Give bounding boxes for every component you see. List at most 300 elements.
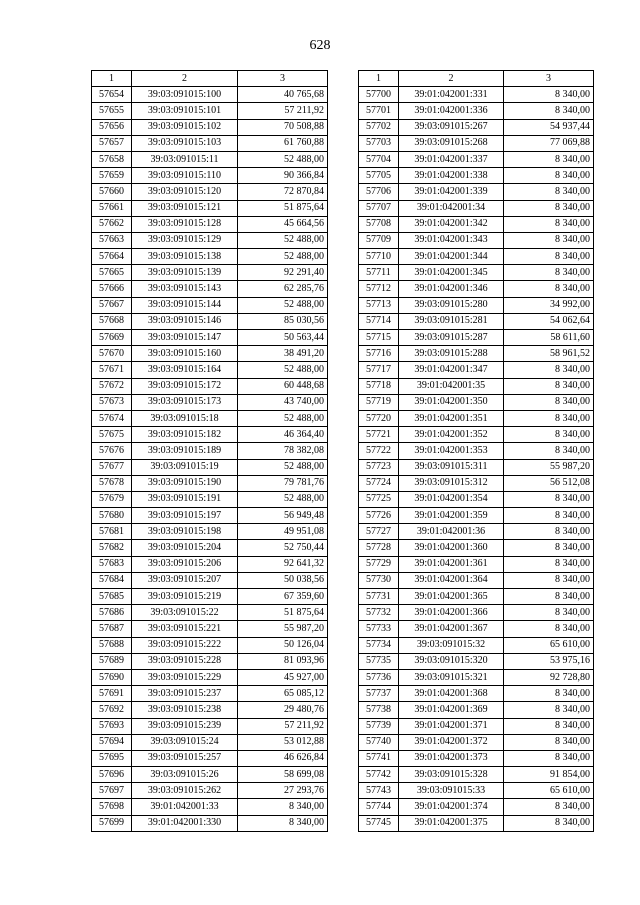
- row-number-cell: 57738: [359, 702, 399, 718]
- value-cell: 46 364,40: [238, 427, 328, 443]
- cadastral-number-cell: 39:03:091015:191: [132, 491, 238, 507]
- value-cell: 70 508,88: [238, 119, 328, 135]
- row-number-cell: 57659: [92, 168, 132, 184]
- row-number-cell: 57729: [359, 556, 399, 572]
- table-row: [92, 427, 328, 443]
- value-cell: 8 340,00: [504, 702, 594, 718]
- row-number-cell: 57661: [92, 200, 132, 216]
- cadastral-number-cell: 39:01:042001:369: [399, 702, 504, 718]
- value-cell: 8 340,00: [504, 686, 594, 702]
- row-number-cell: 57680: [92, 508, 132, 524]
- cadastral-number-cell: 39:03:091015:146: [132, 313, 238, 329]
- row-number-cell: 57674: [92, 410, 132, 426]
- row-number-cell: 57733: [359, 621, 399, 637]
- value-cell: 8 340,00: [504, 589, 594, 605]
- column-header-number: 1: [92, 71, 132, 87]
- table-row: [359, 200, 594, 216]
- value-cell: 61 760,88: [238, 135, 328, 151]
- value-cell: 45 664,56: [238, 216, 328, 232]
- column-header-cadastral: 2: [399, 71, 504, 87]
- value-cell: 8 340,00: [504, 815, 594, 831]
- table-row: [359, 556, 594, 572]
- row-number-cell: 57744: [359, 799, 399, 815]
- table-row: [359, 653, 594, 669]
- table-row: [92, 410, 328, 426]
- table-row: [92, 135, 328, 151]
- value-cell: 8 340,00: [504, 103, 594, 119]
- table-row: [92, 718, 328, 734]
- cadastral-number-cell: 39:03:091015:280: [399, 297, 504, 313]
- row-number-cell: 57703: [359, 135, 399, 151]
- value-cell: 8 340,00: [504, 508, 594, 524]
- table-row: [359, 281, 594, 297]
- table-row: [92, 297, 328, 313]
- table-row: [92, 249, 328, 265]
- value-cell: 57 211,92: [238, 718, 328, 734]
- value-cell: 34 992,00: [504, 297, 594, 313]
- row-number-cell: 57735: [359, 653, 399, 669]
- table-row: [92, 572, 328, 588]
- row-number-cell: 57655: [92, 103, 132, 119]
- table-row: [92, 556, 328, 572]
- value-cell: 8 340,00: [504, 232, 594, 248]
- table-row: [359, 540, 594, 556]
- cadastral-number-cell: 39:03:091015:129: [132, 232, 238, 248]
- cadastral-number-cell: 39:03:091015:197: [132, 508, 238, 524]
- cadastral-number-cell: 39:03:091015:207: [132, 572, 238, 588]
- value-cell: 40 765,68: [238, 87, 328, 103]
- row-number-cell: 57689: [92, 653, 132, 669]
- table-row: [359, 799, 594, 815]
- cadastral-number-cell: 39:01:042001:33: [132, 799, 238, 815]
- table-row: [359, 572, 594, 588]
- value-cell: 92 728,80: [504, 669, 594, 685]
- row-number-cell: 57684: [92, 572, 132, 588]
- value-cell: 67 359,60: [238, 589, 328, 605]
- table-row: [359, 475, 594, 491]
- table-row: [359, 168, 594, 184]
- value-cell: 8 340,00: [504, 362, 594, 378]
- cadastral-number-cell: 39:01:042001:342: [399, 216, 504, 232]
- row-number-cell: 57711: [359, 265, 399, 281]
- table-row: [359, 589, 594, 605]
- row-number-cell: 57726: [359, 508, 399, 524]
- cadastral-number-cell: 39:03:091015:311: [399, 459, 504, 475]
- table-row: [92, 508, 328, 524]
- row-number-cell: 57681: [92, 524, 132, 540]
- cadastral-number-cell: 39:03:091015:121: [132, 200, 238, 216]
- value-cell: 81 093,96: [238, 653, 328, 669]
- value-cell: 50 038,56: [238, 572, 328, 588]
- row-number-cell: 57670: [92, 346, 132, 362]
- value-cell: 79 781,76: [238, 475, 328, 491]
- table-row: [359, 87, 594, 103]
- cadastral-number-cell: 39:01:042001:372: [399, 734, 504, 750]
- table-row: [359, 410, 594, 426]
- table-row: [92, 475, 328, 491]
- row-number-cell: 57686: [92, 605, 132, 621]
- value-cell: 8 340,00: [504, 524, 594, 540]
- value-cell: 55 987,20: [504, 459, 594, 475]
- row-number-cell: 57705: [359, 168, 399, 184]
- cadastral-number-cell: 39:03:091015:321: [399, 669, 504, 685]
- cadastral-number-cell: 39:03:091015:102: [132, 119, 238, 135]
- table-row: [92, 734, 328, 750]
- value-cell: 56 512,08: [504, 475, 594, 491]
- table-row: [359, 297, 594, 313]
- table-header-row: [92, 71, 328, 87]
- table-row: [359, 637, 594, 653]
- row-number-cell: 57702: [359, 119, 399, 135]
- cadastral-number-cell: 39:01:042001:359: [399, 508, 504, 524]
- cadastral-number-cell: 39:01:042001:353: [399, 443, 504, 459]
- register-table-right: [358, 70, 594, 832]
- row-number-cell: 57720: [359, 410, 399, 426]
- cadastral-number-cell: 39:03:091015:189: [132, 443, 238, 459]
- cadastral-number-cell: 39:03:091015:206: [132, 556, 238, 572]
- table-row: [359, 767, 594, 783]
- row-number-cell: 57742: [359, 767, 399, 783]
- row-number-cell: 57737: [359, 686, 399, 702]
- page-number: 628: [309, 38, 331, 53]
- value-cell: 58 611,60: [504, 330, 594, 346]
- value-cell: 8 340,00: [504, 540, 594, 556]
- table-row: [359, 524, 594, 540]
- row-number-cell: 57724: [359, 475, 399, 491]
- row-number-cell: 57719: [359, 394, 399, 410]
- value-cell: 8 340,00: [504, 87, 594, 103]
- value-cell: 51 875,64: [238, 605, 328, 621]
- cadastral-number-cell: 39:03:091015:173: [132, 394, 238, 410]
- row-number-cell: 57666: [92, 281, 132, 297]
- value-cell: 8 340,00: [504, 200, 594, 216]
- table-row: [359, 151, 594, 167]
- row-number-cell: 57673: [92, 394, 132, 410]
- value-cell: 8 340,00: [504, 605, 594, 621]
- table-row: [359, 783, 594, 799]
- cadastral-number-cell: 39:03:091015:320: [399, 653, 504, 669]
- table-row: [359, 750, 594, 766]
- value-cell: 50 563,44: [238, 330, 328, 346]
- row-number-cell: 57706: [359, 184, 399, 200]
- table-row: [359, 459, 594, 475]
- table-row: [359, 621, 594, 637]
- row-number-cell: 57694: [92, 734, 132, 750]
- cadastral-number-cell: 39:03:091015:139: [132, 265, 238, 281]
- cadastral-number-cell: 39:01:042001:343: [399, 232, 504, 248]
- value-cell: 92 291,40: [238, 265, 328, 281]
- cadastral-number-cell: 39:01:042001:331: [399, 87, 504, 103]
- cadastral-number-cell: 39:03:091015:238: [132, 702, 238, 718]
- table-row: [92, 459, 328, 475]
- cadastral-number-cell: 39:03:091015:281: [399, 313, 504, 329]
- row-number-cell: 57677: [92, 459, 132, 475]
- value-cell: 8 340,00: [504, 734, 594, 750]
- cadastral-number-cell: 39:01:042001:350: [399, 394, 504, 410]
- value-cell: 8 340,00: [504, 572, 594, 588]
- cadastral-number-cell: 39:03:091015:190: [132, 475, 238, 491]
- table-row: [359, 508, 594, 524]
- row-number-cell: 57731: [359, 589, 399, 605]
- cadastral-number-cell: 39:03:091015:120: [132, 184, 238, 200]
- row-number-cell: 57698: [92, 799, 132, 815]
- row-number-cell: 57696: [92, 767, 132, 783]
- row-number-cell: 57679: [92, 491, 132, 507]
- column-header-value: 3: [238, 71, 328, 87]
- cadastral-number-cell: 39:01:042001:366: [399, 605, 504, 621]
- cadastral-number-cell: 39:03:091015:237: [132, 686, 238, 702]
- column-header-value: 3: [504, 71, 594, 87]
- cadastral-number-cell: 39:01:042001:351: [399, 410, 504, 426]
- cadastral-number-cell: 39:03:091015:138: [132, 249, 238, 265]
- cadastral-number-cell: 39:03:091015:32: [399, 637, 504, 653]
- row-number-cell: 57699: [92, 815, 132, 831]
- row-number-cell: 57660: [92, 184, 132, 200]
- table-row: [92, 151, 328, 167]
- cadastral-number-cell: 39:03:091015:143: [132, 281, 238, 297]
- row-number-cell: 57709: [359, 232, 399, 248]
- row-number-cell: 57710: [359, 249, 399, 265]
- cadastral-number-cell: 39:03:091015:288: [399, 346, 504, 362]
- table-row: [92, 394, 328, 410]
- cadastral-number-cell: 39:01:042001:344: [399, 249, 504, 265]
- cadastral-number-cell: 39:03:091015:22: [132, 605, 238, 621]
- table-row: [92, 184, 328, 200]
- value-cell: 50 126,04: [238, 637, 328, 653]
- row-number-cell: 57725: [359, 491, 399, 507]
- table-row: [359, 605, 594, 621]
- row-number-cell: 57701: [359, 103, 399, 119]
- table-row: [92, 815, 328, 831]
- value-cell: 52 488,00: [238, 232, 328, 248]
- value-cell: 65 610,00: [504, 783, 594, 799]
- value-cell: 52 750,44: [238, 540, 328, 556]
- table-row: [359, 313, 594, 329]
- table-row: [92, 232, 328, 248]
- value-cell: 8 340,00: [504, 750, 594, 766]
- value-cell: 78 382,08: [238, 443, 328, 459]
- table-row: [92, 750, 328, 766]
- cadastral-number-cell: 39:03:091015:128: [132, 216, 238, 232]
- cadastral-number-cell: 39:03:091015:287: [399, 330, 504, 346]
- row-number-cell: 57672: [92, 378, 132, 394]
- row-number-cell: 57715: [359, 330, 399, 346]
- cadastral-number-cell: 39:01:042001:336: [399, 103, 504, 119]
- cadastral-number-cell: 39:01:042001:330: [132, 815, 238, 831]
- cadastral-number-cell: 39:01:042001:347: [399, 362, 504, 378]
- table-row: [359, 815, 594, 831]
- value-cell: 29 480,76: [238, 702, 328, 718]
- row-number-cell: 57657: [92, 135, 132, 151]
- row-number-cell: 57675: [92, 427, 132, 443]
- row-number-cell: 57700: [359, 87, 399, 103]
- value-cell: 52 488,00: [238, 151, 328, 167]
- value-cell: 58 699,08: [238, 767, 328, 783]
- cadastral-number-cell: 39:01:042001:339: [399, 184, 504, 200]
- table-row: [92, 653, 328, 669]
- value-cell: 8 340,00: [238, 815, 328, 831]
- value-cell: 8 340,00: [504, 394, 594, 410]
- value-cell: 8 340,00: [504, 718, 594, 734]
- row-number-cell: 57683: [92, 556, 132, 572]
- table-row: [359, 265, 594, 281]
- table-row: [92, 313, 328, 329]
- table-row: [92, 669, 328, 685]
- value-cell: 38 491,20: [238, 346, 328, 362]
- table-row: [359, 103, 594, 119]
- column-header-cadastral: 2: [132, 71, 238, 87]
- value-cell: 72 870,84: [238, 184, 328, 200]
- value-cell: 85 030,56: [238, 313, 328, 329]
- value-cell: 54 062,64: [504, 313, 594, 329]
- value-cell: 91 854,00: [504, 767, 594, 783]
- table-row: [359, 686, 594, 702]
- value-cell: 8 340,00: [504, 216, 594, 232]
- cadastral-number-cell: 39:03:091015:18: [132, 410, 238, 426]
- row-number-cell: 57714: [359, 313, 399, 329]
- cadastral-number-cell: 39:01:042001:368: [399, 686, 504, 702]
- cadastral-number-cell: 39:03:091015:172: [132, 378, 238, 394]
- cadastral-number-cell: 39:03:091015:229: [132, 669, 238, 685]
- cadastral-number-cell: 39:01:042001:337: [399, 151, 504, 167]
- row-number-cell: 57690: [92, 669, 132, 685]
- value-cell: 53 975,16: [504, 653, 594, 669]
- row-number-cell: 57745: [359, 815, 399, 831]
- value-cell: 8 340,00: [504, 378, 594, 394]
- value-cell: 90 366,84: [238, 168, 328, 184]
- row-number-cell: 57716: [359, 346, 399, 362]
- table-row: [359, 184, 594, 200]
- row-number-cell: 57691: [92, 686, 132, 702]
- cadastral-number-cell: 39:01:042001:338: [399, 168, 504, 184]
- table-row: [359, 232, 594, 248]
- table-row: [92, 589, 328, 605]
- row-number-cell: 57727: [359, 524, 399, 540]
- table-row: [359, 249, 594, 265]
- row-number-cell: 57678: [92, 475, 132, 491]
- column-header-number: 1: [359, 71, 399, 87]
- row-number-cell: 57695: [92, 750, 132, 766]
- value-cell: 8 340,00: [504, 168, 594, 184]
- value-cell: 77 069,88: [504, 135, 594, 151]
- value-cell: 8 340,00: [504, 281, 594, 297]
- table-row: [359, 427, 594, 443]
- value-cell: 52 488,00: [238, 410, 328, 426]
- cadastral-number-cell: 39:03:091015:33: [399, 783, 504, 799]
- table-row: [359, 702, 594, 718]
- cadastral-number-cell: 39:03:091015:103: [132, 135, 238, 151]
- row-number-cell: 57723: [359, 459, 399, 475]
- cadastral-number-cell: 39:03:091015:19: [132, 459, 238, 475]
- cadastral-number-cell: 39:01:042001:375: [399, 815, 504, 831]
- row-number-cell: 57736: [359, 669, 399, 685]
- row-number-cell: 57692: [92, 702, 132, 718]
- table-row: [92, 281, 328, 297]
- cadastral-number-cell: 39:01:042001:354: [399, 491, 504, 507]
- row-number-cell: 57688: [92, 637, 132, 653]
- row-number-cell: 57663: [92, 232, 132, 248]
- table-row: [92, 799, 328, 815]
- table-row: [92, 87, 328, 103]
- table-row: [359, 669, 594, 685]
- cadastral-number-cell: 39:03:091015:262: [132, 783, 238, 799]
- cadastral-number-cell: 39:01:042001:345: [399, 265, 504, 281]
- table-row: [359, 378, 594, 394]
- value-cell: 45 927,00: [238, 669, 328, 685]
- table-row: [92, 491, 328, 507]
- value-cell: 8 340,00: [504, 151, 594, 167]
- row-number-cell: 57732: [359, 605, 399, 621]
- row-number-cell: 57668: [92, 313, 132, 329]
- cadastral-number-cell: 39:01:042001:346: [399, 281, 504, 297]
- row-number-cell: 57656: [92, 119, 132, 135]
- table-header-row: [359, 71, 594, 87]
- cadastral-number-cell: 39:01:042001:371: [399, 718, 504, 734]
- table-row: [92, 103, 328, 119]
- row-number-cell: 57685: [92, 589, 132, 605]
- cadastral-number-cell: 39:03:091015:219: [132, 589, 238, 605]
- value-cell: 60 448,68: [238, 378, 328, 394]
- table-row: [92, 330, 328, 346]
- cadastral-number-cell: 39:01:042001:352: [399, 427, 504, 443]
- table-row: [92, 119, 328, 135]
- table-row: [92, 686, 328, 702]
- table-row: [92, 216, 328, 232]
- value-cell: 8 340,00: [238, 799, 328, 815]
- table-row: [359, 443, 594, 459]
- row-number-cell: 57707: [359, 200, 399, 216]
- value-cell: 49 951,08: [238, 524, 328, 540]
- value-cell: 8 340,00: [504, 265, 594, 281]
- value-cell: 8 340,00: [504, 443, 594, 459]
- table-row: [92, 621, 328, 637]
- table-row: [92, 524, 328, 540]
- table-row: [92, 605, 328, 621]
- row-number-cell: 57739: [359, 718, 399, 734]
- row-number-cell: 57658: [92, 151, 132, 167]
- cadastral-number-cell: 39:01:042001:34: [399, 200, 504, 216]
- table-row: [92, 783, 328, 799]
- value-cell: 52 488,00: [238, 362, 328, 378]
- table-row: [92, 443, 328, 459]
- cadastral-number-cell: 39:03:091015:11: [132, 151, 238, 167]
- row-number-cell: 57722: [359, 443, 399, 459]
- table-row: [92, 265, 328, 281]
- cadastral-number-cell: 39:03:091015:221: [132, 621, 238, 637]
- row-number-cell: 57718: [359, 378, 399, 394]
- table-row: [92, 767, 328, 783]
- cadastral-number-cell: 39:03:091015:257: [132, 750, 238, 766]
- row-number-cell: 57662: [92, 216, 132, 232]
- cadastral-number-cell: 39:03:091015:239: [132, 718, 238, 734]
- value-cell: 62 285,76: [238, 281, 328, 297]
- value-cell: 58 961,52: [504, 346, 594, 362]
- cadastral-number-cell: 39:03:091015:100: [132, 87, 238, 103]
- cadastral-number-cell: 39:03:091015:198: [132, 524, 238, 540]
- cadastral-number-cell: 39:01:042001:364: [399, 572, 504, 588]
- value-cell: 52 488,00: [238, 491, 328, 507]
- value-cell: 43 740,00: [238, 394, 328, 410]
- row-number-cell: 57704: [359, 151, 399, 167]
- table-row: [92, 362, 328, 378]
- row-number-cell: 57693: [92, 718, 132, 734]
- table-row: [359, 718, 594, 734]
- value-cell: 52 488,00: [238, 297, 328, 313]
- row-number-cell: 57734: [359, 637, 399, 653]
- value-cell: 8 340,00: [504, 410, 594, 426]
- cadastral-number-cell: 39:03:091015:204: [132, 540, 238, 556]
- table-row: [359, 734, 594, 750]
